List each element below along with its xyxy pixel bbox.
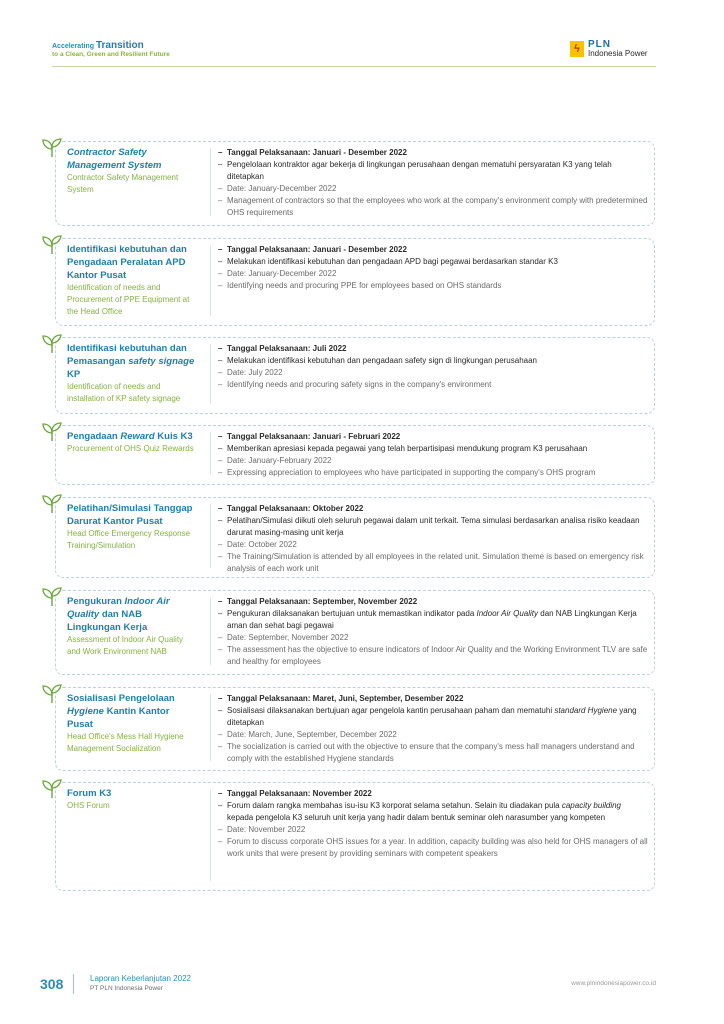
detail-line-id: – Memberikan apresiasi kepada pegawai yang telah berpartisipasi mendukung program K3 perusahaan: [218, 443, 648, 455]
detail-line-en: – Forum to discuss corporate OHS issues for a year. In addition, capacity building was also held for OHS managers of all work units that were present by providing seminars with competent speakers: [218, 836, 648, 860]
program-details: [218, 503, 648, 575]
program-title-en: Assessment of Indoor Air Quality and Work Environment NAB: [67, 635, 184, 656]
program-title-en: Procurement of OHS Quiz Rewards: [67, 444, 194, 453]
program-entry: [40, 779, 656, 891]
sprout-icon: [40, 779, 64, 799]
lightning-icon: ϟ: [574, 43, 580, 55]
detail-line-id: – Pengukuran dilaksanakan bertujuan untuk memastikan indikator pada Indoor Air Quality dan NAB Lingkungan Kerja aman dan sehat bagi pegawai: [218, 608, 648, 632]
logo-name: PLN: [588, 39, 611, 50]
detail-line-en: – Identifying needs and procuring PPE for employees based on OHS standards: [218, 280, 648, 292]
column-divider: [210, 432, 211, 475]
website-link[interactable]: www.plnindonesiapower.co.id: [571, 980, 656, 987]
program-entry: [40, 235, 656, 326]
program-title: Sosialisasi Pengelolaan Hygiene Kantin Kantor Pusat: [67, 693, 175, 730]
program-details: [218, 788, 648, 860]
detail-line-en: – Date: October 2022: [218, 539, 648, 551]
program-details: [218, 147, 648, 219]
detail-line-en: – Date: January-December 2022: [218, 183, 648, 195]
detail-line-en: – Expressing appreciation to employees who have participated in supporting the company's OHS program: [218, 467, 648, 479]
sprout-icon: [40, 422, 64, 442]
program-entry: [40, 334, 656, 414]
detail-line-en: – The assessment has the objective to ensure indicators of Indoor Air Quality and the Working Environment TLV are safe and healthy for employees: [218, 644, 648, 668]
detail-line-id: – Tanggal Pelaksanaan: Oktober 2022: [218, 503, 648, 515]
column-divider: [210, 148, 211, 216]
detail-line-id: – Tanggal Pelaksanaan: Januari - Desember 2022: [218, 244, 648, 256]
detail-line-en: – Date: January-February 2022: [218, 455, 648, 467]
detail-line-id: – Tanggal Pelaksanaan: November 2022: [218, 788, 648, 800]
sprout-icon: [40, 494, 64, 514]
detail-line-en: – The Training/Simulation is attended by all employees in the related unit. Simulation theme is based on emergency risk analysis of each work unit: [218, 551, 648, 575]
column-divider: [210, 597, 211, 665]
program-entry: [40, 422, 656, 485]
footer-divider: [73, 974, 74, 994]
program-name-column: [67, 430, 195, 455]
logo-sub: Indonesia Power: [588, 49, 648, 58]
program-name-column: [67, 243, 195, 318]
program-entry: [40, 494, 656, 578]
program-name-column: [67, 502, 195, 552]
detail-line-en: – Identifying needs and procuring safety signs in the company's environment: [218, 379, 648, 391]
detail-line-en: – Date: March, June, September, December 2022: [218, 729, 648, 741]
column-divider: [210, 245, 211, 316]
program-title-en: OHS Forum: [67, 801, 110, 810]
page-header: [52, 38, 656, 67]
program-details: [218, 244, 648, 292]
program-title: Contractor Safety Management System: [67, 147, 162, 171]
program-title: Identifikasi kebutuhan dan Pemasangan safety signage KP: [67, 343, 195, 380]
detail-line-id: – Tanggal Pelaksanaan: September, November 2022: [218, 596, 648, 608]
program-title: Pengadaan Reward Kuis K3: [67, 431, 193, 442]
sprout-icon: [40, 334, 64, 354]
detail-line-en: – Date: January-December 2022: [218, 268, 648, 280]
program-name-column: [67, 787, 195, 812]
page-footer: [40, 972, 656, 998]
sprout-icon: [40, 684, 64, 704]
detail-line-id: – Pengelolaan kontraktor agar bekerja di lingkungan perusahaan dengan mematuhi persyaratan K3 yang telah ditetapkan: [218, 159, 648, 183]
detail-line-id: – Tanggal Pelaksanaan: Juli 2022: [218, 343, 648, 355]
detail-line-id: – Tanggal Pelaksanaan: Januari - Desember 2022: [218, 147, 648, 159]
program-title-en: Identification of needs and Procurement of PPE Equipment at the Head Office: [67, 283, 190, 316]
program-name-column: [67, 692, 195, 755]
detail-line-en: – Date: November 2022: [218, 824, 648, 836]
program-title-en: Contractor Safety Management System: [67, 173, 179, 194]
detail-line-en: – Management of contractors so that the employees who work at the company's environment comply with predetermined OHS requirements: [218, 195, 648, 219]
program-entry: [40, 684, 656, 771]
program-name-column: [67, 146, 195, 196]
detail-line-id: – Forum dalam rangka membahas isu-isu K3 korporat selama setahun. Selain itu diadakan pula capacity building kepada pengelola K3 seluruh unit kerja yang hadir dalam bentuk seminar oleh narasumber yang kompeten: [218, 800, 648, 824]
program-entry: [40, 138, 656, 226]
program-title: Pelatihan/Simulasi Tanggap Darurat Kantor Pusat: [67, 503, 193, 527]
detail-line-en: – Date: September, November 2022: [218, 632, 648, 644]
column-divider: [210, 694, 211, 761]
detail-line-en: – Date: July 2022: [218, 367, 648, 379]
program-details: [218, 596, 648, 668]
header-tagline-sub: to a Clean, Green and Resilient Future: [52, 51, 170, 58]
report-title: Laporan Keberlanjutan 2022: [90, 974, 191, 983]
program-title-en: Head Office's Mess Hall Hygiene Management Socialization: [67, 732, 184, 753]
sprout-icon: [40, 235, 64, 255]
program-details: [218, 431, 648, 479]
program-details: [218, 343, 648, 391]
program-name-column: [67, 342, 195, 405]
program-title: Identifikasi kebutuhan dan Pengadaan Peralatan APD Kantor Pusat: [67, 244, 187, 281]
sprout-icon: [40, 587, 64, 607]
header-tagline: Accelerating Transition: [52, 40, 144, 51]
detail-line-id: – Melakukan identifikasi kebutuhan dan pengadaan APD bagi pegawai berdasarkan standar K3: [218, 256, 648, 268]
program-entry: [40, 587, 656, 675]
column-divider: [210, 504, 211, 568]
program-name-column: [67, 595, 195, 658]
page-number: 308: [40, 976, 64, 992]
detail-line-id: – Melakukan identifikasi kebutuhan dan pengadaan safety sign di lingkungan perusahaan: [218, 355, 648, 367]
detail-line-id: – Pelatihan/Simulasi diikuti oleh seluruh pegawai dalam unit terkait. Tema simulasi berdasarkan analisa risiko keadaan darurat masing-masing unit kerja: [218, 515, 648, 539]
detail-line-id: – Tanggal Pelaksanaan: Januari - Februari 2022: [218, 431, 648, 443]
program-title-en: Identification of needs and installation of KP safety signage: [67, 382, 181, 403]
company-logo: [570, 40, 656, 58]
company-name: PT PLN Indonesia Power: [90, 985, 163, 992]
column-divider: [210, 789, 211, 881]
detail-line-en: – The socialization is carried out with the objective to ensure that the company's mess hall managers understand and comply with the established Hygiene standards: [218, 741, 648, 765]
program-title-en: Head Office Emergency Response Training/Simulation: [67, 529, 191, 550]
sprout-icon: [40, 138, 64, 158]
program-title: Pengukuran Indoor Air Quality dan NAB Lingkungan Kerja: [67, 596, 170, 633]
detail-line-id: – Sosialisasi dilaksanakan bertujuan agar pengelola kantin perusahaan paham dan mematuhi standard Hygiene yang ditetapkan: [218, 705, 648, 729]
program-details: [218, 693, 648, 765]
detail-line-id: – Tanggal Pelaksanaan: Maret, Juni, September, Desember 2022: [218, 693, 648, 705]
column-divider: [210, 344, 211, 404]
program-title: Forum K3: [67, 788, 112, 799]
